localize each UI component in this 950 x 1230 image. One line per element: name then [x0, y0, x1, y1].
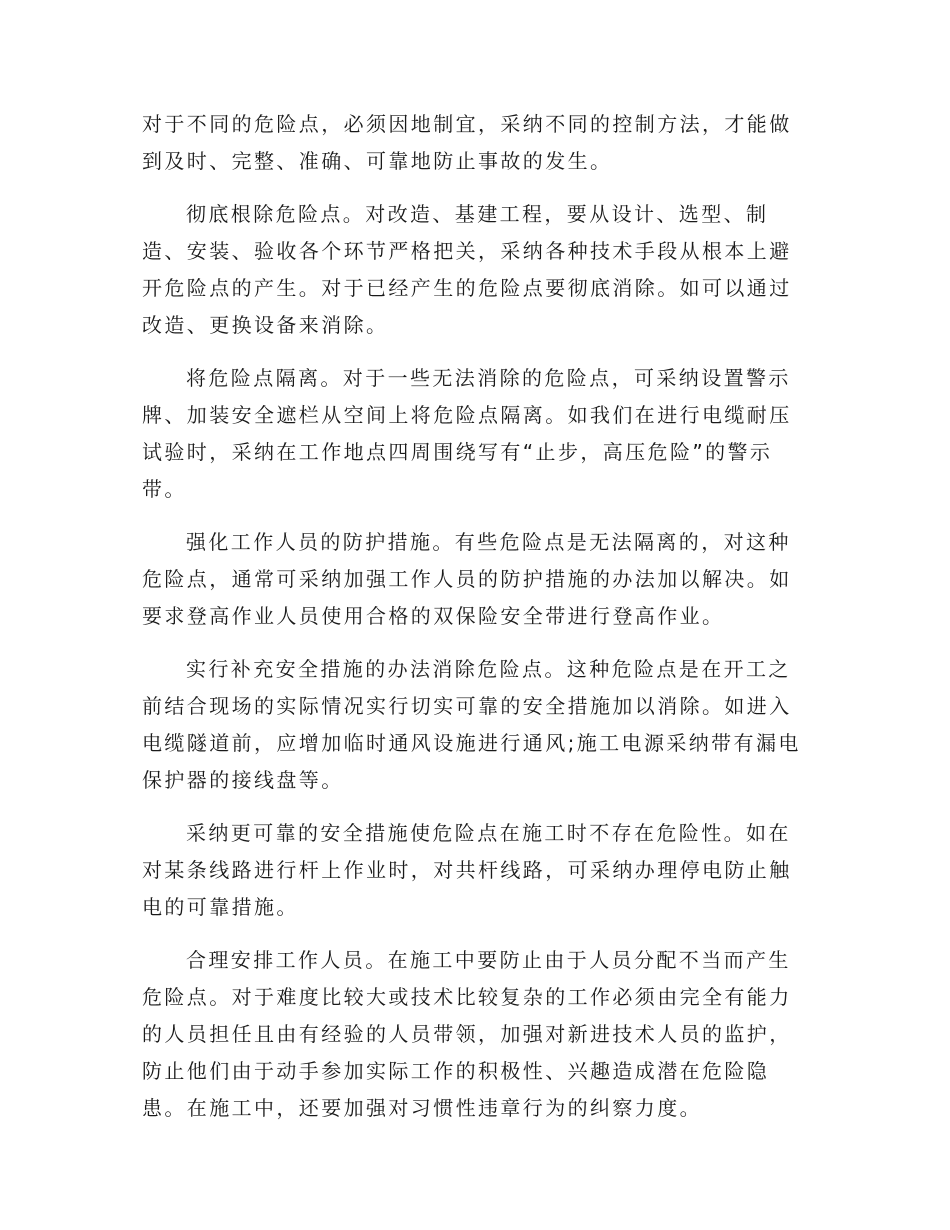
document-body — [142, 106, 808, 1143]
paragraph-protective-measures: 强化工作人员的防护措施。有些危险点是无法隔离的，对这种危险点，通常可采纳加强工作人员的防护措施的办法加以解决。如要求登高作业人员使用合格的双保险安全带进行登高作业。 — [142, 530, 792, 628]
paragraph-staff-arrangement: 合理安排工作人员。在施工中要防止由于人员分配不当而产生危险点。对于难度比较大或技术比较复杂的工作必须由完全有能力的人员担任且由有经验的人员带领，加强对新进技术人员的监护，防止他们由于动手参加实际工作的积极性、兴趣造成潜在危险隐患。在施工中，还要加强对习惯性违章行为的纠察力度。 — [142, 948, 792, 1120]
paragraph-supplementary-measures: 实行补充安全措施的办法消除危险点。这种危险点是在开工之前结合现场的实际情况实行切实可靠的安全措施加以消除。如进入电缆隧道前，应增加临时通风设施进行通风;施工电源采纳带有漏电保护器的接线盘等。 — [142, 657, 801, 792]
paragraph-reliable-measures: 采纳更可靠的安全措施使危险点在施工时不存在危险性。如在对某条线路进行杆上作业时，对共杆线路，可采纳办理停电防止触电的可靠措施。 — [142, 821, 792, 919]
paragraph-isolate-hazards: 将危险点隔离。对于一些无法消除的危险点，可采纳设置警示牌、加装安全遮栏从空间上将危险点隔离。如我们在进行电缆耐压试验时，采纳在工作地点四周围绕写有“止步，高压危险”的警示带。 — [142, 366, 792, 501]
paragraph-eliminate-hazards: 彻底根除危险点。对改造、基建工程，要从设计、选型、制造、安装、验收各个环节严格把关，采纳各种技术手段从根本上避开危险点的产生。对于已经产生的危险点要彻底消除。如可以通过改造、更换设备来消除。 — [142, 202, 792, 337]
paragraph-continued: 对于不同的危险点，必须因地制宜，采纳不同的控制方法，才能做到及时、完整、准确、可靠地防止事故的发生。 — [142, 112, 792, 173]
